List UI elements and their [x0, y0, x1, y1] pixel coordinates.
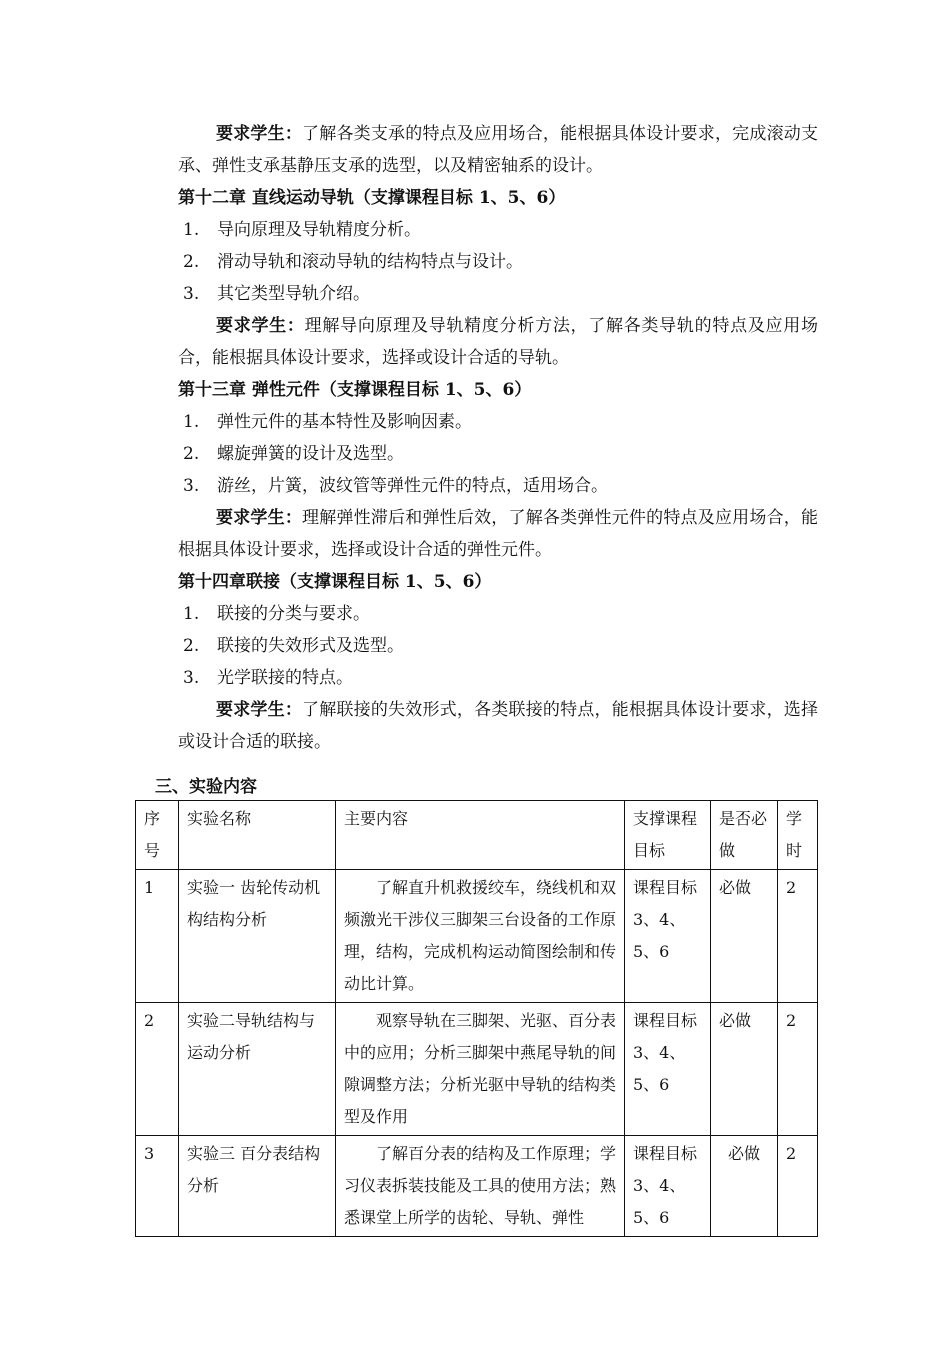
required-flag: 必做	[711, 1003, 778, 1136]
experiment-table	[135, 800, 818, 1237]
row-number: 1	[136, 870, 179, 1003]
course-goal: 课程目标3、4、5、6	[625, 1136, 711, 1237]
header-cell: 支撑课程目标	[625, 801, 711, 870]
chapter-12-heading: 第十二章 直线运动导轨（支撑课程目标 1、5、6）	[178, 188, 566, 208]
requirement-label: 要求学生：	[216, 316, 305, 336]
required-flag: 必做	[711, 870, 778, 1003]
chapter-13-heading: 第十三章 弹性元件（支撑课程目标 1、5、6）	[178, 380, 532, 400]
requirement-text: 了解各类支承的特点及应用场合，能根据具体设计要求，完成滚动支承、弹性支承基静压支承的选型，以及精密轴系的设计。	[178, 124, 819, 176]
requirement-text: 理解弹性滞后和弹性后效，了解各类弹性元件的特点及应用场合，能根据具体设计要求，选择或设计合适的弹性元件。	[178, 508, 819, 560]
experiment-content: 了解直升机救援绞车，绕线机和双频激光干涉仪三脚架三台设备的工作原理，结构，完成机构运动简图绘制和传动比计算。	[336, 870, 625, 1003]
experiment-content: 了解百分表的结构及工作原理；学习仪表拆装技能及工具的使用方法；熟悉课堂上所学的齿轮、导轨、弹性	[336, 1136, 625, 1237]
requirement-paragraph-ch13	[178, 502, 818, 566]
hours: 2	[778, 1003, 818, 1136]
experiment-content: 观察导轨在三脚架、光驱、百分表中的应用；分析三脚架中燕尾导轨的间隙调整方法；分析光驱中导轨的结构类型及作用	[336, 1003, 625, 1136]
list-item: 3. 游丝，片簧，波纹管等弹性元件的特点，适用场合。	[183, 476, 608, 496]
experiment-name: 实验一 齿轮传动机构结构分析	[179, 870, 336, 1003]
requirement-paragraph-ch12	[178, 310, 818, 374]
row-number: 2	[136, 1003, 179, 1136]
header-cell: 学时	[778, 801, 818, 870]
course-goal: 课程目标3、4、5、6	[625, 870, 711, 1003]
list-item: 1. 联接的分类与要求。	[183, 604, 370, 624]
header-cell: 是否必做	[711, 801, 778, 870]
experiment-name: 实验三 百分表结构分析	[179, 1136, 336, 1237]
table-row	[136, 870, 818, 1003]
section-heading: 三、实验内容	[155, 777, 257, 797]
chapter-14-heading: 第十四章联接（支撑课程目标 1、5、6）	[178, 572, 492, 592]
course-goal: 课程目标3、4、5、6	[625, 1003, 711, 1136]
requirement-label: 要求学生：	[216, 124, 303, 144]
hours: 2	[778, 870, 818, 1003]
table-header-row	[136, 801, 818, 870]
requirement-label: 要求学生：	[216, 508, 303, 528]
experiment-name: 实验二导轨结构与运动分析	[179, 1003, 336, 1136]
list-item: 3. 其它类型导轨介绍。	[183, 284, 370, 304]
requirement-paragraph-ch14	[178, 694, 818, 758]
list-item: 1. 导向原理及导轨精度分析。	[183, 220, 421, 240]
header-cell: 实验名称	[179, 801, 336, 870]
header-cell: 主要内容	[336, 801, 625, 870]
hours: 2	[778, 1136, 818, 1237]
table-row	[136, 1136, 818, 1237]
row-number: 3	[136, 1136, 179, 1237]
header-cell: 序号	[136, 801, 179, 870]
required-flag: 必做	[711, 1136, 778, 1237]
list-item: 2. 联接的失效形式及选型。	[183, 636, 404, 656]
list-item: 2. 螺旋弹簧的设计及选型。	[183, 444, 404, 464]
requirement-paragraph-ch11	[178, 118, 818, 182]
requirement-text: 了解联接的失效形式，各类联接的特点，能根据具体设计要求，选择或设计合适的联接。	[178, 700, 819, 752]
list-item: 2. 滑动导轨和滚动导轨的结构特点与设计。	[183, 252, 523, 272]
table-row	[136, 1003, 818, 1136]
requirement-text: 理解导向原理及导轨精度分析方法，了解各类导轨的特点及应用场合，能根据具体设计要求，选择或设计合适的导轨。	[178, 316, 819, 368]
list-item: 3. 光学联接的特点。	[183, 668, 353, 688]
requirement-label: 要求学生：	[216, 700, 303, 720]
list-item: 1. 弹性元件的基本特性及影响因素。	[183, 412, 472, 432]
